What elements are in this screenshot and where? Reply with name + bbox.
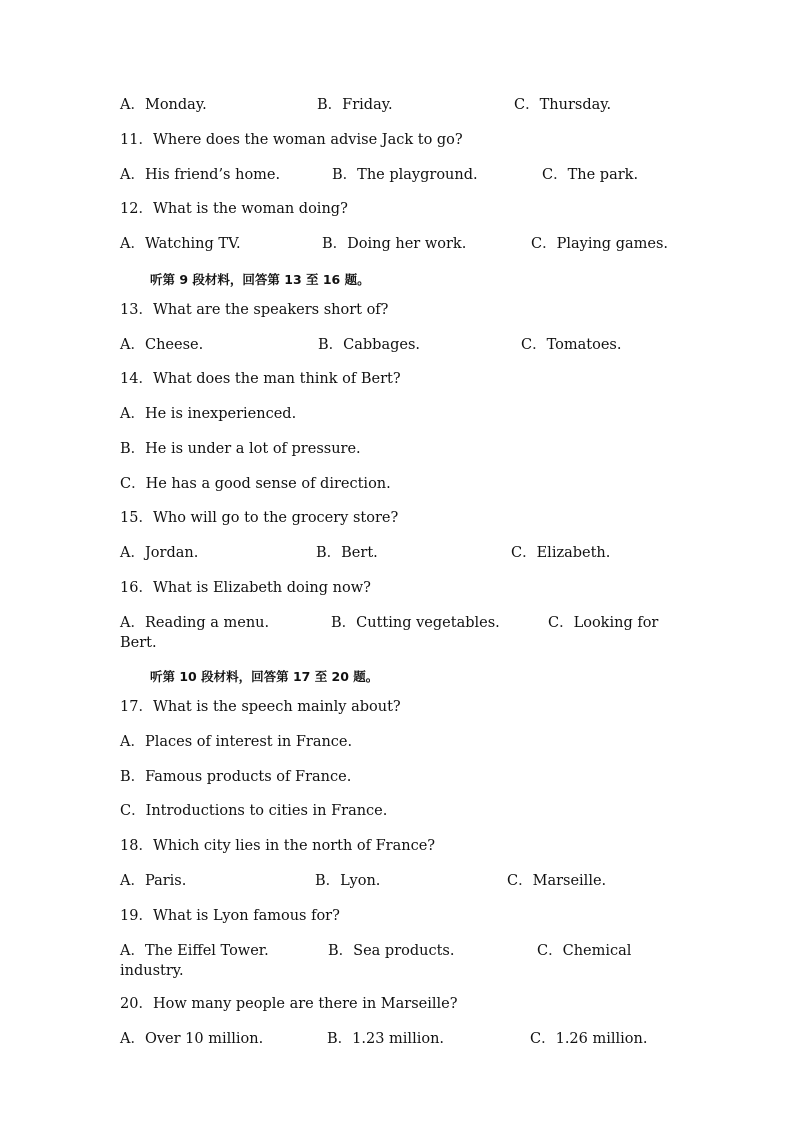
- q13-option-a: A．Cheese.: [120, 337, 204, 353]
- q18-option-c: C．Marseille.: [507, 873, 607, 889]
- q17-option-b: B．Famous products of France.: [120, 769, 352, 785]
- q14-question: 14．What does the man think of Bert?: [120, 371, 401, 387]
- q15-option-b: B．Bert.: [316, 545, 378, 561]
- q11-option-a: A．His friend’s home.: [120, 167, 281, 183]
- q10-option-a: A．Monday.: [120, 97, 207, 113]
- q16-option-b: B．Cutting vegetables.: [331, 615, 500, 631]
- q17-question: 17．What is the speech mainly about?: [120, 699, 401, 715]
- q20-option-a: A．Over 10 million.: [120, 1031, 264, 1047]
- q18-question: 18．Which city lies in the north of France?: [120, 838, 436, 854]
- q16-question: 16．What is Elizabeth doing now?: [120, 580, 371, 596]
- q12-question: 12．What is the woman doing?: [120, 201, 348, 217]
- section-heading-10: 听第 10 段材料，回答第 17 至 20 题。: [150, 669, 379, 684]
- q20-question: 20．How many people are there in Marseille?: [120, 996, 458, 1012]
- q14-option-c: C．He has a good sense of direction.: [120, 476, 391, 492]
- q11-question: 11．Where does the woman advise Jack to go?: [120, 132, 463, 148]
- q13-option-c: C．Tomatoes.: [521, 337, 622, 353]
- q16-option-c-continued: Bert.: [120, 635, 157, 651]
- q13-option-b: B．Cabbages.: [318, 337, 421, 353]
- q14-option-a: A．He is inexperienced.: [120, 406, 297, 422]
- q11-option-c: C．The park.: [542, 167, 639, 183]
- q19-option-c-continued: industry.: [120, 963, 184, 979]
- q15-question: 15．Who will go to the grocery store?: [120, 510, 399, 526]
- q12-option-b: B．Doing her work.: [322, 236, 467, 252]
- q17-option-a: A．Places of interest in France.: [120, 734, 353, 750]
- q19-option-a: A．The Eiffel Tower.: [120, 943, 269, 959]
- q18-option-b: B．Lyon.: [315, 873, 381, 889]
- q20-option-b: B．1.23 million.: [327, 1031, 445, 1047]
- q14-option-b: B．He is under a lot of pressure.: [120, 441, 361, 457]
- q11-option-b: B．The playground.: [332, 167, 478, 183]
- q19-option-c: C．Chemical: [537, 943, 632, 959]
- q15-option-a: A．Jordan.: [120, 545, 199, 561]
- q19-question: 19．What is Lyon famous for?: [120, 908, 340, 924]
- q16-option-c: C．Looking for: [548, 615, 659, 631]
- q17-option-c: C．Introductions to cities in France.: [120, 803, 388, 819]
- q12-option-a: A．Watching TV.: [120, 236, 241, 252]
- q10-option-c: C．Thursday.: [514, 97, 612, 113]
- q10-option-b: B．Friday.: [317, 97, 393, 113]
- q15-option-c: C．Elizabeth.: [511, 545, 611, 561]
- q19-option-b: B．Sea products.: [328, 943, 455, 959]
- q16-option-a: A．Reading a menu.: [120, 615, 270, 631]
- section-heading-9: 听第 9 段材料，回答第 13 至 16 题。: [150, 272, 370, 287]
- q13-question: 13．What are the speakers short of?: [120, 302, 389, 318]
- q18-option-a: A．Paris.: [120, 873, 187, 889]
- q12-option-c: C．Playing games.: [531, 236, 668, 252]
- q20-option-c: C．1.26 million.: [530, 1031, 648, 1047]
